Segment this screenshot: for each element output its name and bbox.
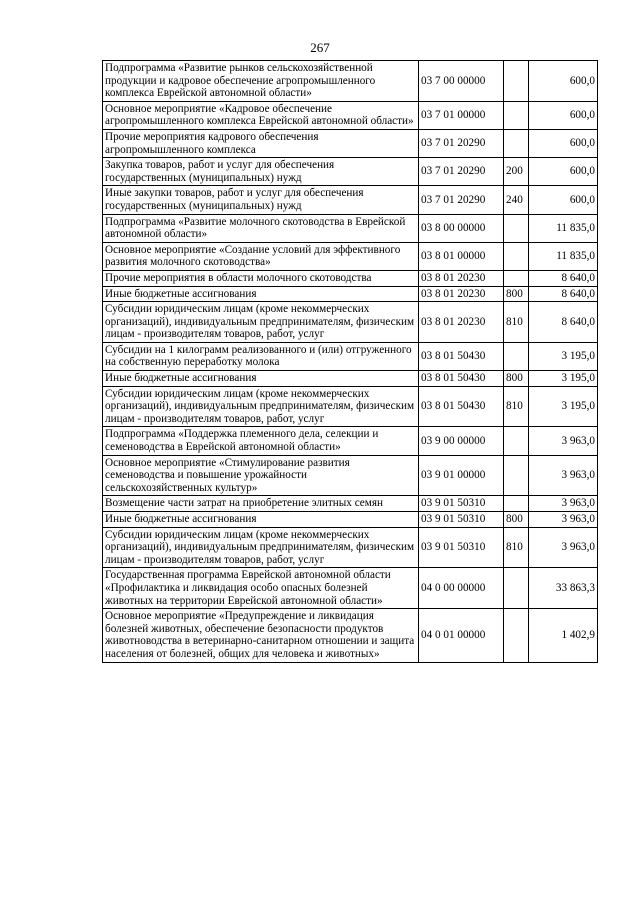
- row-sum: 3 963,0: [529, 527, 598, 568]
- table-row: [103, 61, 598, 102]
- row-name: Возмещение части затрат на приобретение элитных семян: [103, 496, 419, 512]
- table-row: [103, 214, 598, 242]
- row-type: 810: [504, 527, 529, 568]
- row-sum: 3 963,0: [529, 496, 598, 512]
- row-sum: 8 640,0: [529, 270, 598, 286]
- row-code: 03 9 01 50310: [419, 512, 504, 528]
- row-type: [504, 214, 529, 242]
- table-row: [103, 270, 598, 286]
- row-type: [504, 496, 529, 512]
- row-name: Прочие мероприятия в области молочного скотоводства: [103, 270, 419, 286]
- row-code: 03 9 01 00000: [419, 455, 504, 496]
- row-sum: 3 963,0: [529, 427, 598, 455]
- table-row: [103, 302, 598, 343]
- row-sum: 11 835,0: [529, 214, 598, 242]
- row-sum: 3 195,0: [529, 342, 598, 370]
- row-code: 03 9 00 00000: [419, 427, 504, 455]
- row-type: 800: [504, 371, 529, 387]
- row-code: 03 8 01 50430: [419, 342, 504, 370]
- row-sum: 3 963,0: [529, 455, 598, 496]
- table-row: [103, 427, 598, 455]
- table-row: [103, 129, 598, 157]
- row-code: 03 8 01 50430: [419, 386, 504, 427]
- row-type: 800: [504, 286, 529, 302]
- row-type: 240: [504, 186, 529, 214]
- row-sum: 600,0: [529, 186, 598, 214]
- row-type: [504, 270, 529, 286]
- table-row: [103, 342, 598, 370]
- row-type: 200: [504, 158, 529, 186]
- row-sum: 600,0: [529, 61, 598, 102]
- row-name: Иные бюджетные ассигнования: [103, 286, 419, 302]
- row-sum: 600,0: [529, 129, 598, 157]
- row-sum: 3 195,0: [529, 371, 598, 387]
- table-row: [103, 609, 598, 662]
- row-code: 03 8 00 00000: [419, 214, 504, 242]
- row-code: 03 7 01 20290: [419, 186, 504, 214]
- row-code: 03 8 01 20230: [419, 302, 504, 343]
- table-row: [103, 186, 598, 214]
- row-name: Субсидии юридическим лицам (кроме некоммерческих организаций), индивидуальным предпринимателям, физическим лицам - производителям товаров, работ, услуг: [103, 386, 419, 427]
- table-row: [103, 512, 598, 528]
- row-name: Субсидии юридическим лицам (кроме некоммерческих организаций), индивидуальным предпринимателям, физическим лицам - производителям товаров, работ, услуг: [103, 302, 419, 343]
- row-sum: 1 402,9: [529, 609, 598, 662]
- row-type: [504, 609, 529, 662]
- table-row: [103, 158, 598, 186]
- row-name: Прочие мероприятия кадрового обеспечения агропромышленного комплекса: [103, 129, 419, 157]
- row-type: [504, 568, 529, 609]
- budget-table: [102, 60, 598, 663]
- table-row: [103, 386, 598, 427]
- page-number: 267: [310, 40, 330, 55]
- table-row: [103, 101, 598, 129]
- row-type: [504, 455, 529, 496]
- table-row: [103, 371, 598, 387]
- row-type: [504, 427, 529, 455]
- row-code: 03 7 00 00000: [419, 61, 504, 102]
- row-code: 03 7 01 20290: [419, 158, 504, 186]
- table-row: [103, 568, 598, 609]
- row-name: Государственная программа Еврейской автономной области «Профилактика и ликвидация особо опасных болезней животных на территории Еврейской автономной области»: [103, 568, 419, 609]
- row-code: 04 0 00 00000: [419, 568, 504, 609]
- row-sum: 8 640,0: [529, 286, 598, 302]
- row-code: 03 9 01 50310: [419, 527, 504, 568]
- row-name: Основное мероприятие «Кадровое обеспечение агропромышленного комплекса Еврейской автономной области»: [103, 101, 419, 129]
- row-type: [504, 61, 529, 102]
- row-type: 810: [504, 386, 529, 427]
- table-row: [103, 286, 598, 302]
- row-type: 800: [504, 512, 529, 528]
- table-row: [103, 496, 598, 512]
- row-sum: 3 195,0: [529, 386, 598, 427]
- table-row: [103, 527, 598, 568]
- row-code: 03 8 01 20230: [419, 286, 504, 302]
- row-sum: 8 640,0: [529, 302, 598, 343]
- row-sum: 11 835,0: [529, 242, 598, 270]
- row-code: 03 7 01 20290: [419, 129, 504, 157]
- row-sum: 600,0: [529, 158, 598, 186]
- row-code: 03 8 01 00000: [419, 242, 504, 270]
- row-type: [504, 342, 529, 370]
- row-sum: 600,0: [529, 101, 598, 129]
- row-name: Закупка товаров, работ и услуг для обеспечения государственных (муниципальных) нужд: [103, 158, 419, 186]
- table-row: [103, 455, 598, 496]
- row-name: Подпрограмма «Развитие молочного скотоводства в Еврейской автономной области»: [103, 214, 419, 242]
- row-code: 03 8 01 50430: [419, 371, 504, 387]
- row-type: 810: [504, 302, 529, 343]
- row-sum: 33 863,3: [529, 568, 598, 609]
- row-name: Субсидии на 1 килограмм реализованного и (или) отгруженного на собственную переработку молока: [103, 342, 419, 370]
- row-name: Субсидии юридическим лицам (кроме некоммерческих организаций), индивидуальным предпринимателям, физическим лицам - производителям товаров, работ, услуг: [103, 527, 419, 568]
- row-name: Основное мероприятие «Предупреждение и ликвидация болезней животных, обеспечение безопасности продуктов животноводства в ветеринарно-санитарном отношении и защита населения от болезней, общих для человека и животных»: [103, 609, 419, 662]
- row-code: 03 7 01 00000: [419, 101, 504, 129]
- row-sum: 3 963,0: [529, 512, 598, 528]
- row-code: 03 9 01 50310: [419, 496, 504, 512]
- row-name: Подпрограмма «Поддержка племенного дела, селекции и семеноводства в Еврейской автономной области»: [103, 427, 419, 455]
- row-type: [504, 101, 529, 129]
- row-type: [504, 242, 529, 270]
- row-name: Основное мероприятие «Создание условий для эффективного развития молочного скотоводства»: [103, 242, 419, 270]
- row-name: Основное мероприятие «Стимулирование развития семеноводства и повышение урожайности сельскохозяйственных культур»: [103, 455, 419, 496]
- row-name: Иные бюджетные ассигнования: [103, 512, 419, 528]
- row-name: Иные бюджетные ассигнования: [103, 371, 419, 387]
- row-name: Иные закупки товаров, работ и услуг для обеспечения государственных (муниципальных) нужд: [103, 186, 419, 214]
- row-code: 04 0 01 00000: [419, 609, 504, 662]
- row-code: 03 8 01 20230: [419, 270, 504, 286]
- table-row: [103, 242, 598, 270]
- row-type: [504, 129, 529, 157]
- row-name: Подпрограмма «Развитие рынков сельскохозяйственной продукции и кадровое обеспечение агропромышленного комплекса Еврейской автономной области»: [103, 61, 419, 102]
